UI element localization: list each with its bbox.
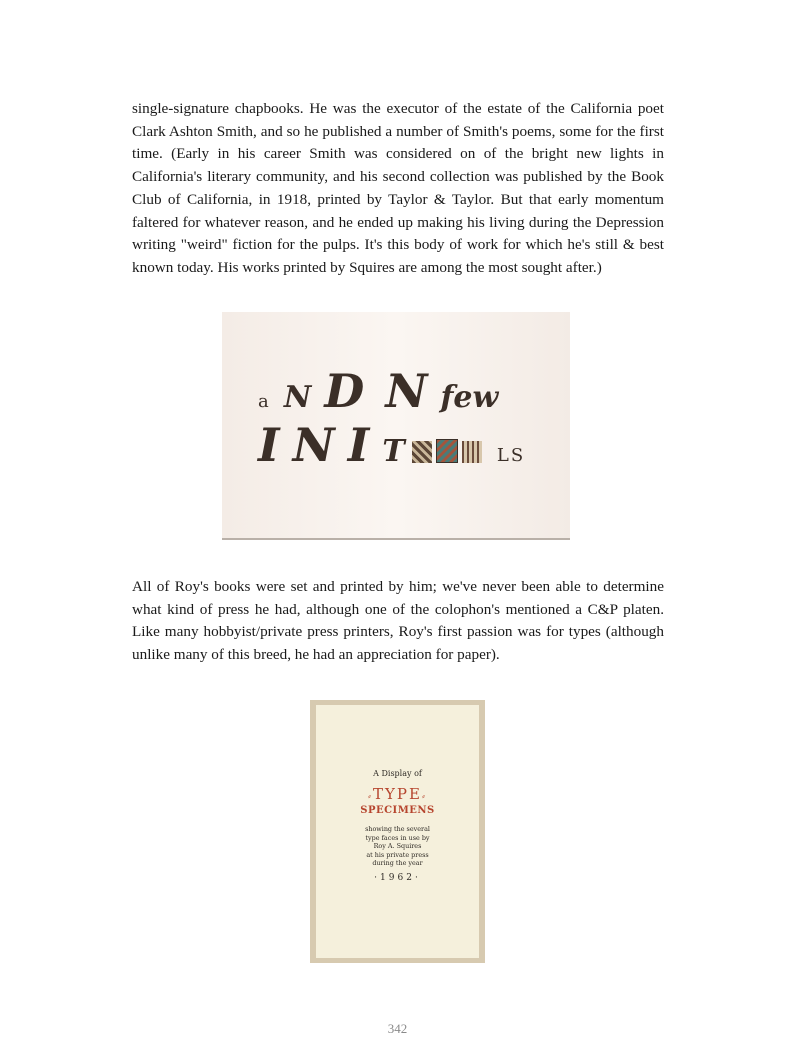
cover-line: at his private press: [366, 850, 429, 859]
ornament-initial-icon: [412, 441, 432, 463]
initial-i: I: [258, 418, 280, 472]
ornament-initial-icon: [462, 441, 482, 463]
initial-t: T: [382, 434, 405, 469]
ornament-icon: ⸗: [421, 792, 427, 802]
cover-type-text: TYPE: [373, 785, 422, 803]
initial-n: N: [283, 380, 312, 415]
cover-type-title: [316, 785, 479, 803]
initial-ls: LS: [496, 445, 526, 466]
initial-d: D: [324, 364, 365, 418]
book-cover-photo: [310, 700, 485, 963]
cover-subtitle: [316, 825, 479, 868]
photo-edge: [222, 538, 570, 540]
ornament-icon: ⸗: [368, 792, 374, 802]
cover-line: type faces in use by: [365, 833, 430, 842]
ornament-initial-icon: [436, 439, 458, 463]
initial-a: a: [258, 391, 271, 412]
initial-n-2: N: [292, 418, 335, 472]
ornament-icon: ·: [374, 873, 381, 883]
page-number: 342: [387, 1021, 408, 1036]
initial-n-large: N: [385, 364, 428, 418]
cover-year: [316, 873, 479, 883]
initial-i-2: I: [347, 418, 370, 472]
cover-line: showing the several: [365, 825, 430, 833]
initial-few: few: [440, 380, 499, 415]
initials-line-2: [258, 418, 525, 472]
paragraph-2: All of Roy's books were set and printed by him; we've never been able to determine what kind of press he had, although one of the colophon's mentioned a C&P platen. Like many hobbyist/private press printers, Roy's first passion was for types (although unlike many of this breed, he had an appreciation for paper).: [132, 578, 664, 664]
cover-display-text: A Display of: [373, 769, 422, 778]
ornament-icon: ·: [414, 873, 421, 883]
cover-line: Roy A. Squires: [373, 842, 422, 850]
book-cover: [316, 705, 479, 958]
initials-photo: [222, 312, 570, 540]
cover-specimens-title: SPECIMENS: [360, 805, 435, 816]
cover-year-text: 1962: [380, 873, 415, 883]
initials-line-1: [258, 364, 498, 418]
paragraph-1: single-signature chapbooks. He was the executor of the estate of the California poet Clark Ashton Smith, and so he published a number of Smith's poems, some for the first time. (Early in his career Smith was considered on of the bright new lights in California's literary community, and his second collection was published by the Book Club of California, in 1918, printed by Taylor & Taylor. But that early momentum faltered for whatever reason, and he ended up making his living during the Depression writing "weird" fiction for the pulps. It's this body of work for which he's still & best known today. His works printed by Squires are among the most sought after.): [132, 100, 664, 276]
cover-line: during the year: [372, 859, 423, 867]
